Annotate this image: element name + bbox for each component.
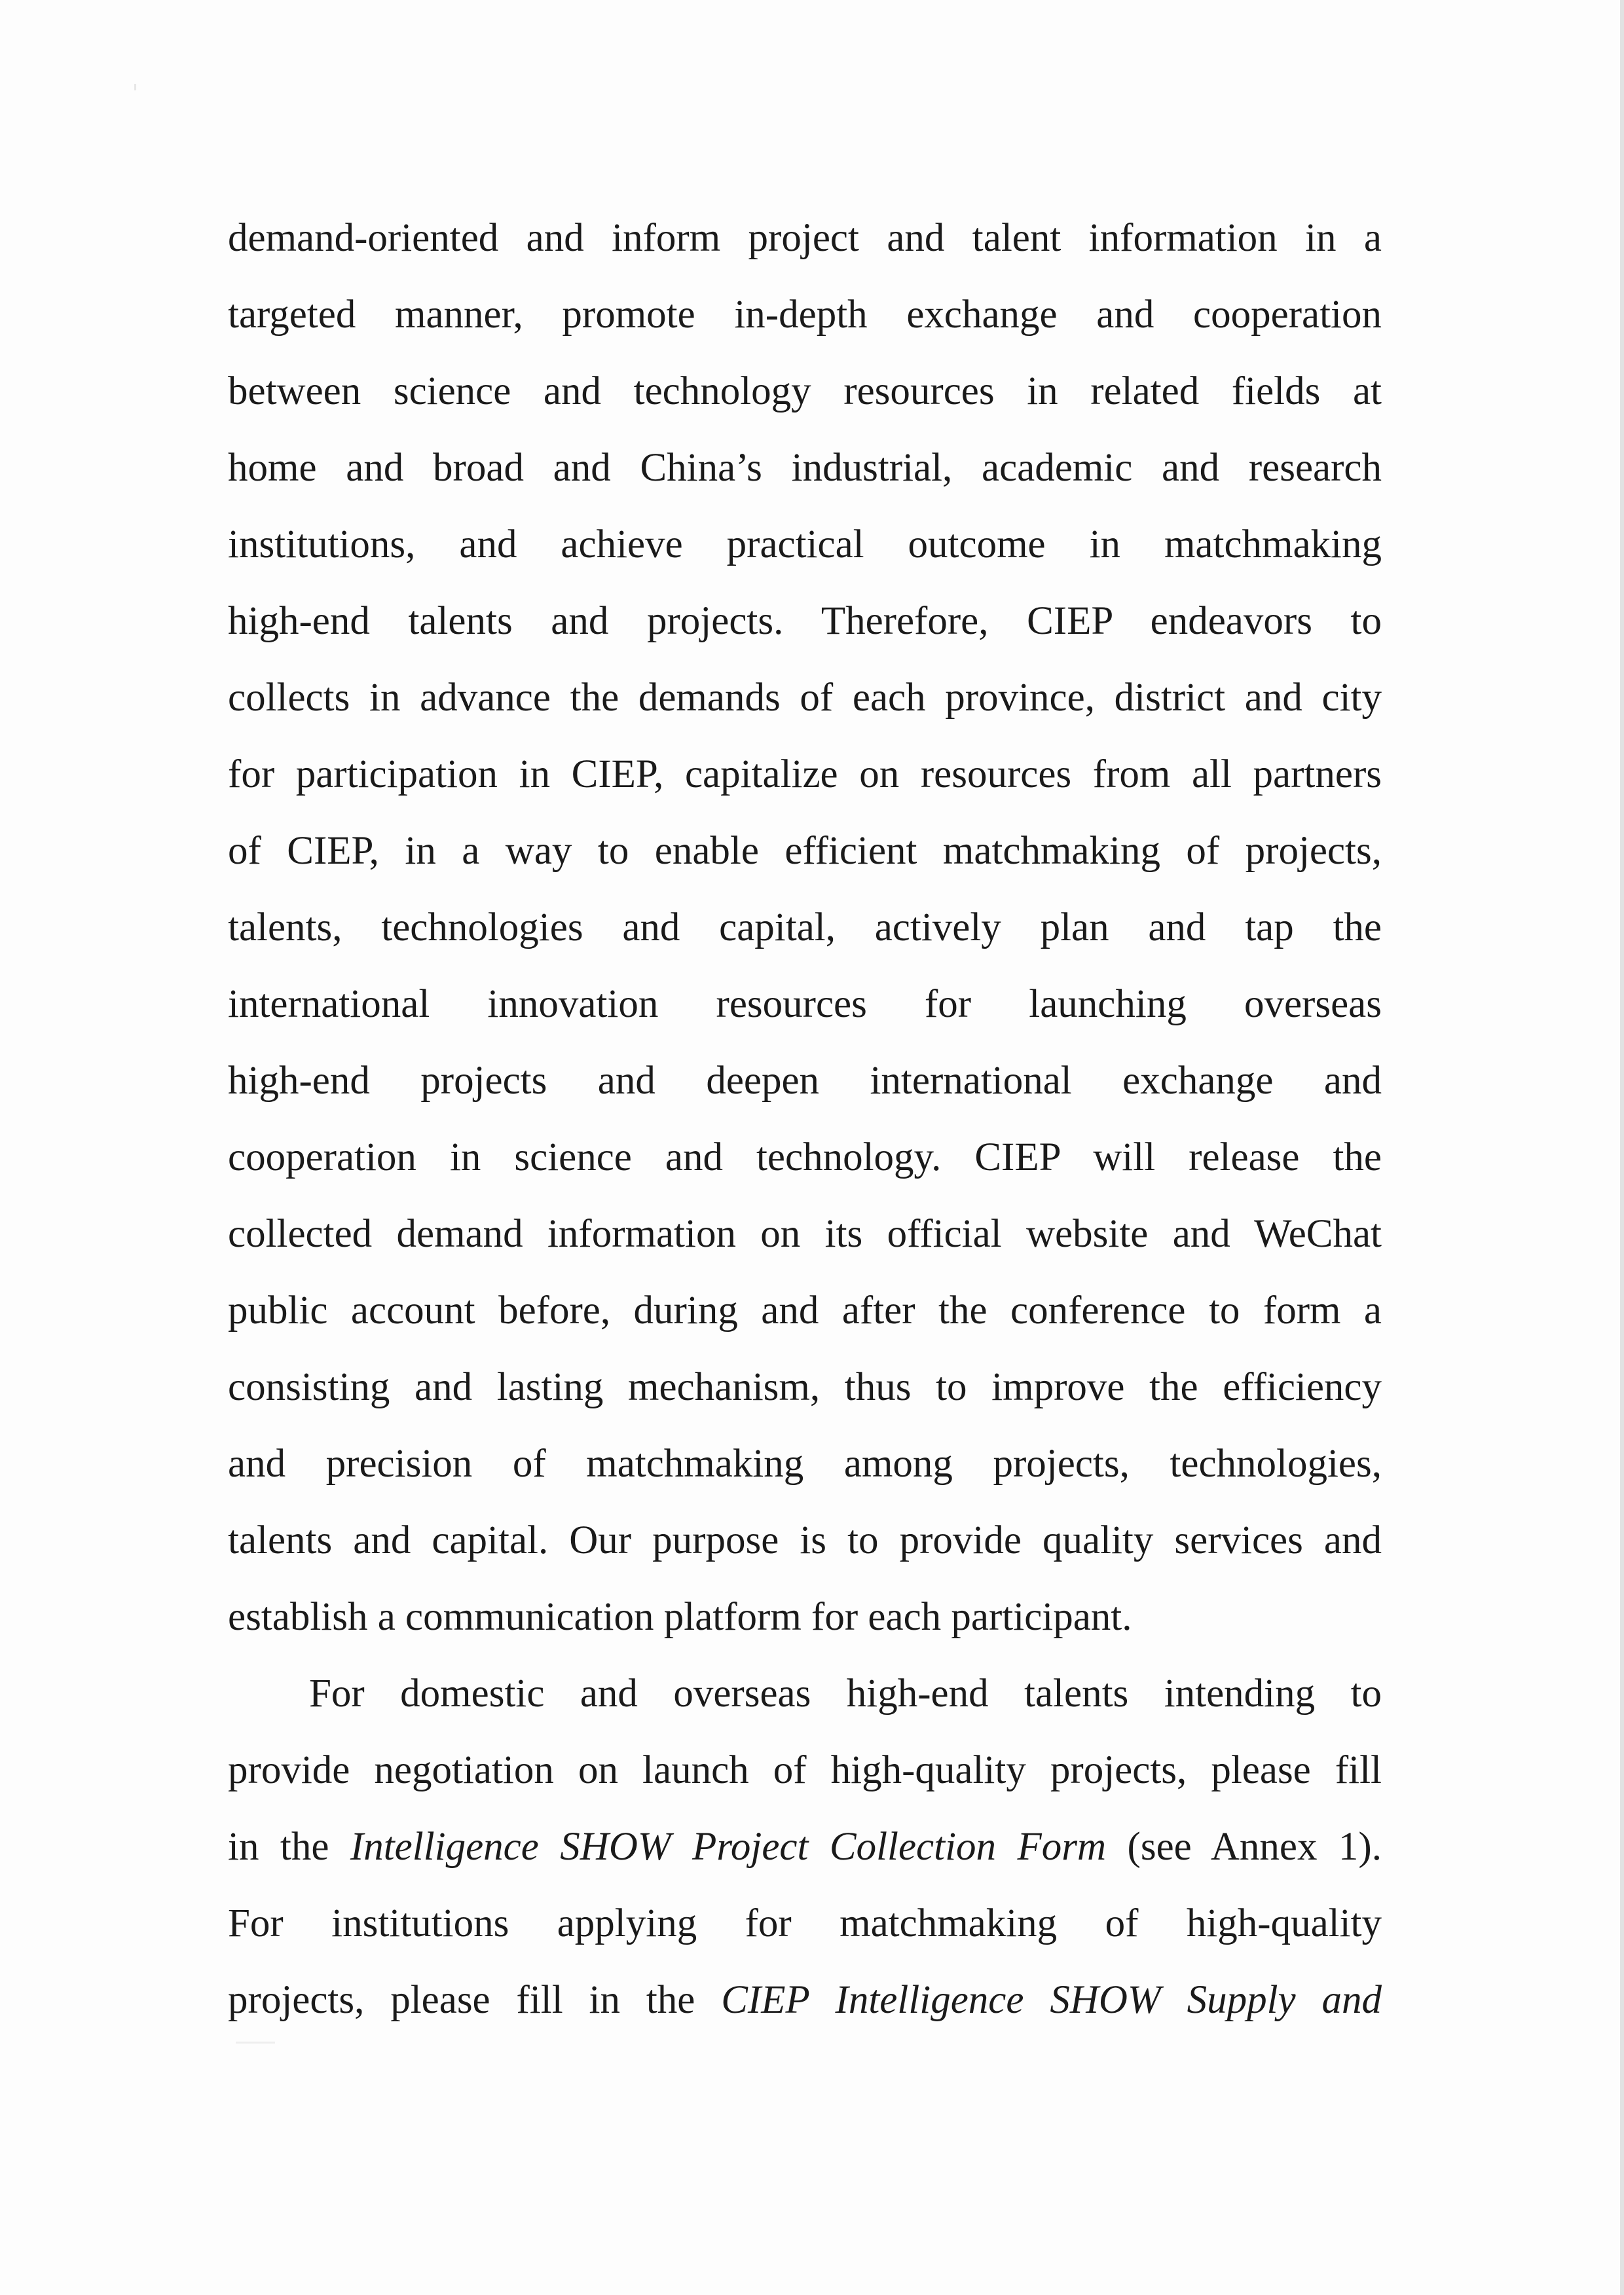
text-line: cooperation in science and technology. CIEP will release the	[228, 1135, 1382, 1179]
text-line: talents, technologies and capital, actively plan and tap the	[228, 906, 1382, 949]
text-run: in the	[228, 1825, 350, 1869]
text-line	[228, 1808, 1382, 1885]
text-line: collects in advance the demands of each province, district and city	[228, 676, 1382, 720]
text-line: for participation in CIEP, capitalize on resources from all partners	[228, 752, 1382, 796]
text-line: collected demand information on its official website and WeChat	[228, 1212, 1382, 1256]
text-line: and precision of matchmaking among projects, technologies,	[228, 1442, 1382, 1486]
text-line: consisting and lasting mechanism, thus to improve the efficiency	[228, 1365, 1382, 1409]
body-text	[228, 200, 1382, 2038]
form-title-italic: CIEP Intelligence SHOW Supply and	[721, 1978, 1382, 2022]
scan-speck	[134, 84, 136, 90]
text-line: demand-oriented and inform project and talent information in a	[228, 216, 1382, 260]
scan-edge	[1620, 0, 1624, 2295]
text-line: of CIEP, in a way to enable efficient matchmaking of projects,	[228, 829, 1382, 873]
text-line: For institutions applying for matchmaking of high-quality	[228, 1901, 1382, 1945]
text-line: between science and technology resources in related fields at	[228, 369, 1382, 413]
text-line: For domestic and overseas high-end talents intending to	[309, 1672, 1382, 1716]
form-title-italic: Intelligence SHOW Project Collection Form	[350, 1825, 1107, 1869]
text-line: international innovation resources for launching overseas	[228, 982, 1382, 1026]
text-line: talents and capital. Our purpose is to provide quality services and	[228, 1518, 1382, 1562]
text-line: high-end talents and projects. Therefore, CIEP endeavors to	[228, 599, 1382, 643]
text-line: home and broad and China’s industrial, academic and research	[228, 446, 1382, 490]
text-line: high-end projects and deepen international exchange and	[228, 1059, 1382, 1103]
paragraph-2	[228, 1655, 1382, 2038]
text-line: establish a communication platform for each participant.	[228, 1595, 1132, 1639]
text-line: targeted manner, promote in-depth exchange and cooperation	[228, 293, 1382, 337]
paragraph-1	[228, 200, 1382, 1655]
text-line: provide negotiation on launch of high-quality projects, please fill	[228, 1748, 1382, 1792]
text-run: projects, please fill in the	[228, 1978, 722, 2022]
text-line: institutions, and achieve practical outcome in matchmaking	[228, 523, 1382, 566]
scan-speck	[236, 2042, 275, 2044]
text-line	[228, 1962, 1382, 2038]
text-run: (see Annex 1).	[1106, 1825, 1382, 1869]
text-line: public account before, during and after the conference to form a	[228, 1289, 1382, 1332]
